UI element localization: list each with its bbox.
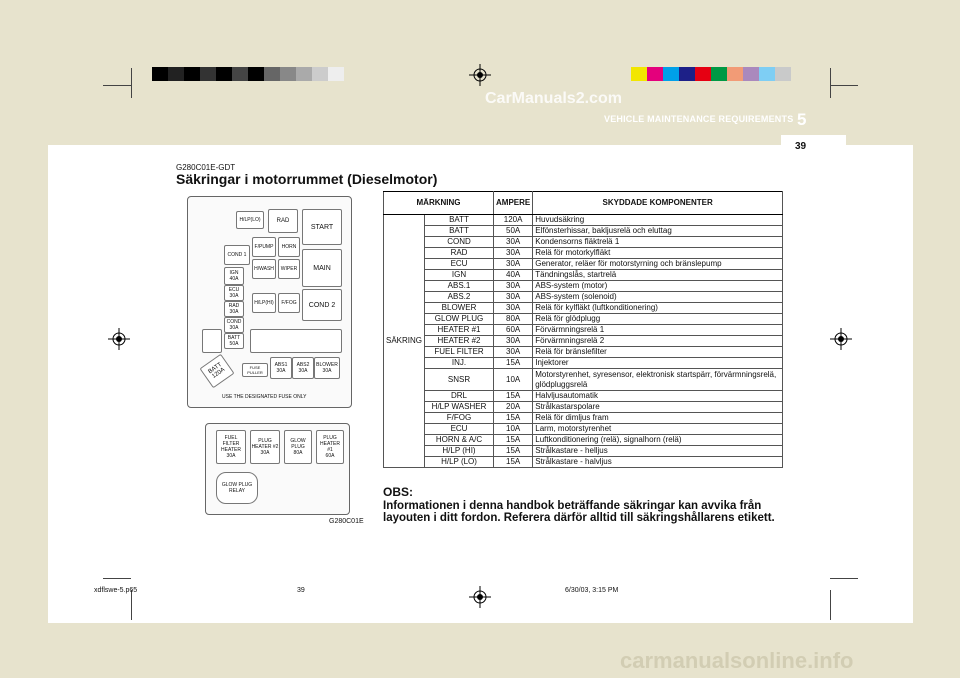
- cell-ampere: 30A: [494, 248, 533, 259]
- cell-component: Strålkastare - halvljus: [533, 457, 783, 468]
- crop-mark: [131, 590, 132, 620]
- fuse-wiper: WIPER: [278, 259, 300, 279]
- table-row: [384, 325, 783, 336]
- table-row: [384, 369, 783, 391]
- cell-marking: ECU: [425, 259, 494, 270]
- relay-glow-plug-label: GLOW PLUG: [290, 438, 306, 450]
- fuse-cond2: COND 2: [302, 289, 342, 321]
- fuse-rad2: RAD 30A: [224, 301, 244, 317]
- cell-ampere: 15A: [494, 358, 533, 369]
- cell-ampere: 15A: [494, 413, 533, 424]
- table-row: [384, 226, 783, 237]
- fuse-abs1: ABS1 30A: [270, 357, 292, 379]
- fuse-box-note: USE THE DESIGNATED FUSE ONLY: [222, 394, 307, 400]
- fuse-hlp-hi: H/LP(HI): [252, 293, 276, 313]
- cell-component: ABS-system (solenoid): [533, 292, 783, 303]
- cell-component: Kondensorns fläktrelä 1: [533, 237, 783, 248]
- cell-marking: BLOWER: [425, 303, 494, 314]
- table-row: [384, 347, 783, 358]
- table-row: [384, 413, 783, 424]
- group-label: SÄKRING: [384, 215, 425, 468]
- fuse-rad: RAD: [268, 209, 298, 233]
- cell-marking: INJ.: [425, 358, 494, 369]
- cell-marking: DRL: [425, 391, 494, 402]
- cell-marking: H/LP (HI): [425, 446, 494, 457]
- table-row: [384, 391, 783, 402]
- table-row: [384, 457, 783, 468]
- crop-mark: [830, 590, 831, 620]
- cell-component: Halvljusautomatik: [533, 391, 783, 402]
- table-row: [384, 435, 783, 446]
- table-row: [384, 292, 783, 303]
- cell-marking: ECU: [425, 424, 494, 435]
- relay-fuel-filter-heater-amps: 30A: [226, 453, 236, 459]
- cell-ampere: 20A: [494, 402, 533, 413]
- relay-plug-heater-1-label: PLUG HEATER #1: [320, 435, 340, 453]
- relay-glow-plug: [284, 430, 312, 464]
- fuse-cond1: COND 1: [224, 245, 250, 265]
- cell-ampere: 30A: [494, 303, 533, 314]
- cell-marking: BATT: [425, 215, 494, 226]
- fuse-row: [202, 329, 222, 353]
- cell-marking: BATT: [425, 226, 494, 237]
- obs-heading: OBS:: [383, 485, 413, 499]
- cell-ampere: 80A: [494, 314, 533, 325]
- relay-plug-heater-2: [250, 430, 280, 464]
- page-number: 39: [795, 141, 807, 152]
- registration-mark-bottom: [469, 586, 491, 608]
- registration-mark-right: [830, 328, 852, 350]
- cell-component: Strålkastarspolare: [533, 402, 783, 413]
- table-row: [384, 259, 783, 270]
- table-row: [384, 424, 783, 435]
- table-row: [384, 446, 783, 457]
- table-row: [384, 215, 783, 226]
- cell-ampere: 15A: [494, 391, 533, 402]
- cell-component: Tändningslås, startrelä: [533, 270, 783, 281]
- cell-marking: FUEL FILTER: [425, 347, 494, 358]
- fuse-table: [383, 191, 783, 468]
- cell-component: Motorstyrenhet, syresensor, elektronisk startspärr, förvärmningsrelä, glödpluggsrelä: [533, 369, 783, 391]
- cell-component: Förvärmningsrelä 2: [533, 336, 783, 347]
- relay-box-diagram: [205, 423, 350, 515]
- table-row: [384, 303, 783, 314]
- cell-ampere: 30A: [494, 259, 533, 270]
- cell-ampere: 15A: [494, 435, 533, 446]
- table-row: [384, 248, 783, 259]
- color-bar-black: [152, 67, 344, 81]
- table-row: [384, 402, 783, 413]
- cell-ampere: 40A: [494, 270, 533, 281]
- cell-marking: GLOW PLUG: [425, 314, 494, 325]
- fuse-ecu: ECU 30A: [224, 285, 244, 301]
- cell-marking: F/FOG: [425, 413, 494, 424]
- cell-marking: H/LP (LO): [425, 457, 494, 468]
- cell-component: ABS-system (motor): [533, 281, 783, 292]
- cell-marking: HEATER #2: [425, 336, 494, 347]
- table-row: [384, 336, 783, 347]
- table-row: [384, 270, 783, 281]
- table-row: [384, 237, 783, 248]
- obs-text: Informationen i denna handbok beträffande säkringar kan avvika från layouten i ditt fordon. Referera därför alltid till säkringshållarens etikett.: [383, 500, 775, 524]
- cell-component: Larm, motorstyrenhet: [533, 424, 783, 435]
- cell-marking: ABS.1: [425, 281, 494, 292]
- fuse-fpump: F/PUMP: [252, 237, 276, 257]
- registration-mark-left: [108, 328, 130, 350]
- doc-code: G280C01E-GDT: [176, 163, 236, 172]
- cell-ampere: 15A: [494, 446, 533, 457]
- cell-component: Luftkonditionering (relä), signalhorn (relä): [533, 435, 783, 446]
- cell-ampere: 15A: [494, 457, 533, 468]
- crop-mark: [103, 578, 131, 579]
- footer-page: 39: [297, 587, 305, 594]
- fuse-batt: BATT 50A: [224, 333, 244, 349]
- cell-marking: IGN: [425, 270, 494, 281]
- cell-ampere: 30A: [494, 281, 533, 292]
- fuse-hlp-lo: H/LP(LO): [236, 211, 264, 229]
- page-tab: [781, 135, 846, 157]
- cell-marking: SNSR: [425, 369, 494, 391]
- registration-mark-top: [469, 64, 491, 86]
- cell-component: Relä för glödplugg: [533, 314, 783, 325]
- cell-ampere: 10A: [494, 424, 533, 435]
- table-row: [384, 358, 783, 369]
- fuse-table-body: [384, 215, 783, 468]
- crop-mark: [830, 68, 831, 98]
- cell-component: Strålkastare - helljus: [533, 446, 783, 457]
- fuse-abs2: ABS2 30A: [292, 357, 314, 379]
- fuse-puller: FUSE PULLER: [242, 363, 268, 377]
- table-header-row: [384, 192, 783, 215]
- fuse-box-diagram: [187, 196, 352, 408]
- crop-mark: [830, 578, 858, 579]
- crop-mark: [103, 85, 131, 86]
- cell-component: Relä för bränslefilter: [533, 347, 783, 358]
- cell-marking: COND: [425, 237, 494, 248]
- header-components: SKYDDADE KOMPONENTER: [533, 192, 783, 215]
- relay-glow-plug-relay: GLOW PLUG RELAY: [216, 472, 258, 504]
- figure-code: G280C01E: [329, 518, 364, 525]
- cell-ampere: 60A: [494, 325, 533, 336]
- cell-component: Relä för dimljus fram: [533, 413, 783, 424]
- fuse-batt-main: BATT 120A: [199, 354, 234, 389]
- cell-ampere: 30A: [494, 347, 533, 358]
- relay-plug-heater-2-label: PLUG HEATER #2: [251, 438, 279, 450]
- cell-marking: H/LP WASHER: [425, 402, 494, 413]
- cell-ampere: 50A: [494, 226, 533, 237]
- fuse-blower: BLOWER 30A: [314, 357, 340, 379]
- fuse-ign: IGN 40A: [224, 267, 244, 285]
- cell-component: Elfönsterhissar, bakljusrelä och eluttag: [533, 226, 783, 237]
- header-band: [48, 32, 913, 145]
- fuse-main: MAIN: [302, 249, 342, 287]
- watermark: CarManuals2.com: [485, 90, 622, 107]
- cell-component: Relä för kylfläkt (luftkonditionering): [533, 303, 783, 314]
- cell-component: Relä för motorkylfläkt: [533, 248, 783, 259]
- cell-ampere: 30A: [494, 292, 533, 303]
- relay-fuel-filter-heater: [216, 430, 246, 464]
- cell-component: Injektorer: [533, 358, 783, 369]
- cell-component: Huvudsäkring: [533, 215, 783, 226]
- table-row: [384, 314, 783, 325]
- header-ampere: AMPERE: [494, 192, 533, 215]
- table-row: [384, 281, 783, 292]
- site-watermark: carmanualsonline.info: [620, 648, 854, 673]
- cell-component: Förvärmningsrelä 1: [533, 325, 783, 336]
- fuse-horn: HORN: [278, 237, 300, 257]
- crop-mark: [830, 85, 858, 86]
- cell-ampere: 120A: [494, 215, 533, 226]
- page-title: Säkringar i motorrummet (Dieselmotor): [176, 171, 438, 187]
- fuse-row: [250, 329, 342, 353]
- footer-file: xdflswe-5.p65: [94, 587, 138, 594]
- header-marking: MÄRKNING: [384, 192, 494, 215]
- fuse-ffog: F/FOG: [278, 293, 300, 313]
- fuse-cond3: COND 30A: [224, 317, 244, 333]
- chapter-number: 5: [797, 110, 807, 129]
- relay-fuel-filter-heater-label: FUEL FILTER HEATER: [221, 435, 241, 453]
- cell-marking: ABS.2: [425, 292, 494, 303]
- crop-mark: [131, 68, 132, 98]
- relay-plug-heater-1-amps: 60A: [325, 453, 335, 459]
- cell-marking: HORN & A/C: [425, 435, 494, 446]
- color-bar-process: [631, 67, 791, 81]
- section-title: VEHICLE MAINTENANCE REQUIREMENTS: [604, 114, 794, 124]
- cell-ampere: 30A: [494, 336, 533, 347]
- footer-date: 6/30/03, 3:15 PM: [565, 587, 619, 594]
- cell-component: Generator, reläer för motorstyrning och bränslepump: [533, 259, 783, 270]
- cell-marking: RAD: [425, 248, 494, 259]
- fuse-hwash: H/WASH: [252, 259, 276, 279]
- obs-note: [383, 485, 783, 524]
- cell-ampere: 10A: [494, 369, 533, 391]
- relay-plug-heater-2-amps: 30A: [260, 450, 270, 456]
- cell-ampere: 30A: [494, 237, 533, 248]
- cell-marking: HEATER #1: [425, 325, 494, 336]
- relay-glow-plug-amps: 80A: [293, 450, 303, 456]
- relay-plug-heater-1: [316, 430, 344, 464]
- fuse-start: START: [302, 209, 342, 245]
